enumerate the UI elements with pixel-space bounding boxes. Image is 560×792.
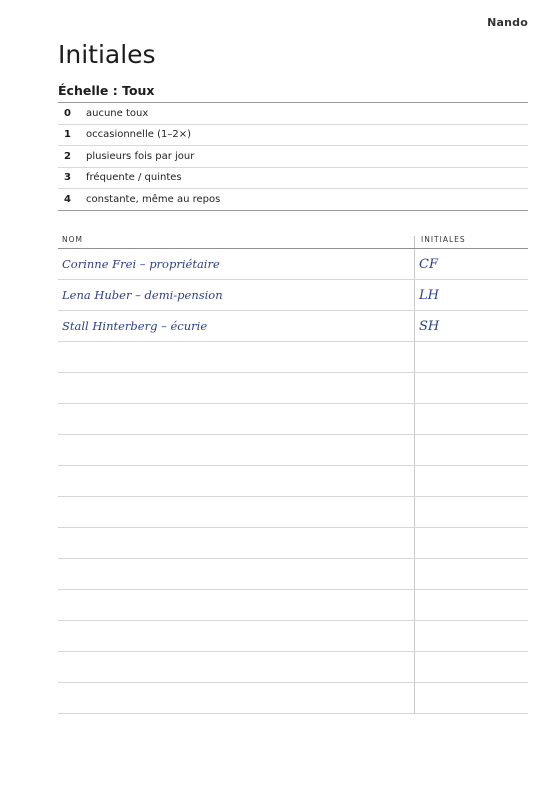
table-row: [58, 404, 528, 435]
name-cell[interactable]: [58, 528, 414, 558]
name-cell[interactable]: Corinne Frei – propriétaire: [62, 257, 220, 271]
table-body: [58, 249, 528, 714]
column-header-name: NOM: [62, 235, 83, 244]
initials-cell[interactable]: [414, 497, 528, 527]
name-cell[interactable]: [58, 404, 414, 434]
table-row: [58, 621, 528, 652]
initials-cell[interactable]: [414, 559, 528, 589]
name-cell[interactable]: Stall Hinterberg – écurie: [62, 319, 208, 333]
table-row: [58, 528, 528, 559]
scale-description: constante, même au repos: [86, 193, 221, 205]
scale-description: fréquente / quintes: [86, 172, 182, 184]
table-row: [58, 590, 528, 621]
scale-description: occasionnelle (1–2×): [86, 129, 191, 141]
table-row: [58, 466, 528, 497]
table-row: [58, 435, 528, 466]
table-row: [58, 249, 528, 280]
name-cell[interactable]: [58, 590, 414, 620]
table-row: [58, 280, 528, 311]
page-title: Initiales: [58, 40, 156, 69]
table-row: [58, 373, 528, 404]
initials-cell[interactable]: [414, 621, 528, 651]
initials-cell[interactable]: [414, 590, 528, 620]
initials-cell[interactable]: [414, 528, 528, 558]
initials-cell[interactable]: [414, 652, 528, 682]
initials-table: [58, 230, 528, 714]
scale-value: 1: [64, 129, 71, 141]
table-row: [58, 497, 528, 528]
initials-cell[interactable]: [414, 342, 528, 372]
initials-cell[interactable]: CF: [414, 249, 528, 279]
scale-row: [58, 189, 528, 211]
name-cell[interactable]: [58, 435, 414, 465]
initials-cell[interactable]: [414, 466, 528, 496]
name-cell[interactable]: [58, 683, 414, 713]
scale-title: Échelle : Toux: [58, 83, 155, 98]
scale-row: [58, 168, 528, 190]
scale-value: 3: [64, 172, 71, 184]
name-cell[interactable]: [58, 621, 414, 651]
scale-table: [58, 102, 528, 211]
initials-cell[interactable]: [414, 404, 528, 434]
scale-description: plusieurs fois par jour: [86, 150, 195, 162]
table-row: [58, 342, 528, 373]
name-cell[interactable]: [58, 652, 414, 682]
brand-label: Nando: [487, 16, 528, 29]
table-header: [58, 230, 528, 249]
name-cell[interactable]: [58, 559, 414, 589]
initials-cell[interactable]: [414, 435, 528, 465]
table-row: [58, 311, 528, 342]
scale-value: 4: [64, 193, 71, 205]
name-cell[interactable]: [58, 373, 414, 403]
initials-cell[interactable]: LH: [414, 280, 528, 310]
table-row: [58, 683, 528, 714]
name-cell[interactable]: [58, 466, 414, 496]
column-header-initials: INITIALES: [414, 236, 528, 248]
scale-row: [58, 146, 528, 168]
initials-cell[interactable]: SH: [414, 311, 528, 341]
scale-description: aucune toux: [86, 107, 149, 119]
scale-row: [58, 103, 528, 125]
scale-value: 0: [64, 107, 71, 119]
table-row: [58, 652, 528, 683]
initials-cell[interactable]: [414, 373, 528, 403]
name-cell[interactable]: [58, 497, 414, 527]
table-row: [58, 559, 528, 590]
name-cell[interactable]: [58, 342, 414, 372]
scale-row: [58, 125, 528, 147]
name-cell[interactable]: Lena Huber – demi-pension: [62, 288, 223, 302]
initials-cell[interactable]: [414, 683, 528, 713]
scale-value: 2: [64, 150, 71, 162]
